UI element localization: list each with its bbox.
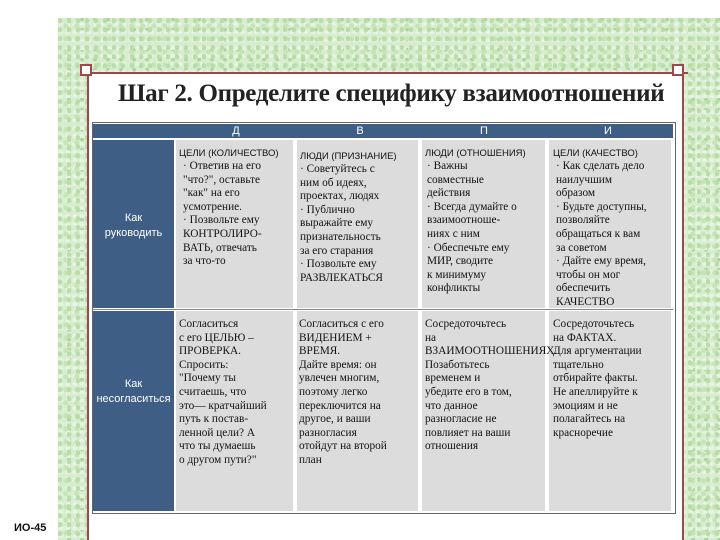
row-label-disagree: Как несогласиться	[96, 378, 171, 405]
column-header-p: П	[480, 125, 488, 137]
paper-top-border	[80, 72, 688, 74]
corner-ornament-right	[672, 64, 684, 76]
row-separator	[93, 309, 673, 310]
cell-heading: ЦЕЛИ (КОЛИЧЕСТВО)	[179, 148, 279, 159]
cell-heading: ЛЮДИ (ПРИЗНАНИЕ)	[300, 151, 397, 162]
cell-body: · Как сделать дело наилучшим образом · Будьте доступны, позволяйте обращаться к вам за советом · Дайте ему время, чтобы он мог обеспечить КАЧЕСТВО	[556, 160, 647, 308]
slide-title: Шаг 2. Определите специфику взаимоотношений	[118, 80, 665, 107]
column-header-i: И	[604, 125, 612, 137]
row-label-background-disagree	[93, 311, 174, 511]
cell-body: Сосредоточьтесь на ВЗАИМООТНОШЕНИЯХ. Позаботьтесь временем и убедите его в том, что данное разногласие не повлияет на ваши отношения	[425, 318, 558, 453]
column-header-d: Д	[232, 125, 240, 137]
page-code: ИО-45	[14, 522, 47, 534]
cell-body: · Важны совместные действия · Всегда думайте о взаимоотноше- ниях с ним · Обеспечьте ему МИР, сводите к минимуму конфликты	[427, 160, 517, 295]
cell-body: Согласиться с его ВИДЕНИЕМ + ВРЕМЯ. Дайте время: он увлечен многим, поэтому легко переключится на другое, и ваши разногласия отойдут на второй план	[299, 318, 387, 466]
cell-body: · Ответив на его "что?", оставьте "как" на его усмотрение. · Позвольте ему КОНТРОЛИРО- ВАТЬ, отвечать за что-то	[183, 160, 262, 268]
cell-heading: ЛЮДИ (ОТНОШЕНИЯ)	[425, 148, 526, 159]
cell-body: Сосредоточьтесь на ФАКТАХ. Для аргументации тщательно отбирайте факты. Не апеллируйте к эмоциям и не полагайтесь на красноречие	[553, 318, 642, 439]
cell-heading: ЦЕЛИ (КАЧЕСТВО)	[553, 148, 638, 159]
row-label-lead: Как руководить	[104, 212, 163, 239]
cell-body: Согласиться с его ЦЕЛЬЮ – ПРОВЕРКА. Спросить: "Почему ты считаешь, что это— кратчайший путь к постав- ленной цели? А что ты думаешь о другом пути?"	[179, 318, 267, 466]
cell-body: · Советуйтесь с ним об идеях, проектах, людях · Публично выражайте ему признательность за его старания · Позвольте ему РАЗВЛЕКАТЬСЯ	[300, 163, 383, 284]
corner-ornament-left	[80, 64, 92, 76]
column-header-v: В	[356, 125, 364, 137]
